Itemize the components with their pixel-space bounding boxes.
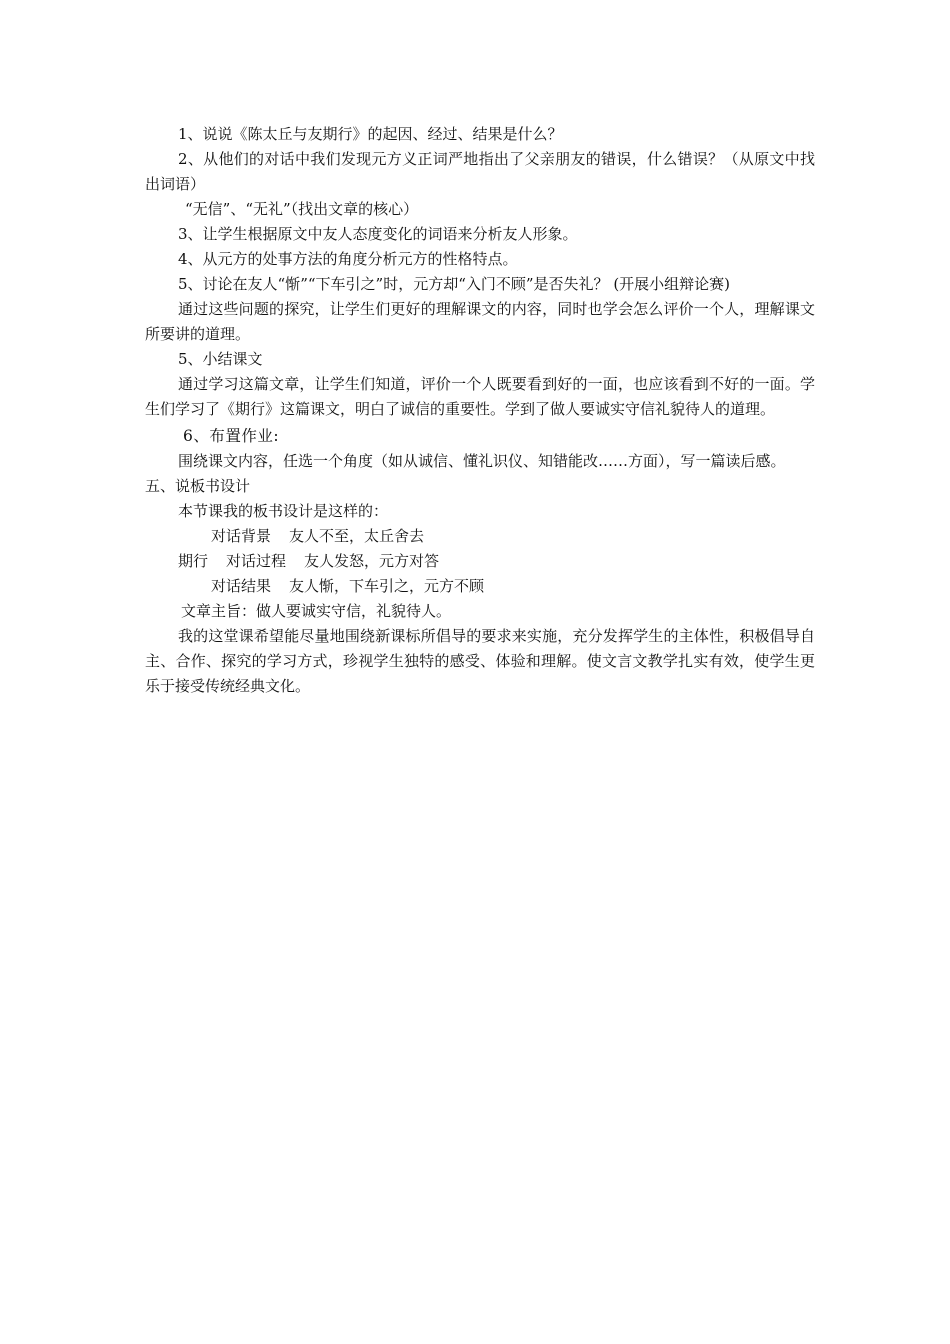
board-row-1 <box>145 524 815 549</box>
section-5-title: 五、说板书设计 <box>145 477 251 495</box>
closing-paragraph: 我的这堂课希望能尽量地围绕新课标所倡导的要求来实施，充分发挥学生的主体性，积极倡导自主、合作、探究的学习方式，珍视学生独特的感受、体验和理解。使文言文教学扎实有效，使学生更乐于接受传统经典文化。 <box>145 627 815 695</box>
board-row-1-stage: 对话背景 <box>211 527 272 545</box>
step-5-title: 5、小结课文 <box>178 350 263 368</box>
board-row-2-content: 友人发怒，元方对答 <box>304 552 440 570</box>
board-row-2-label: 期行 <box>178 552 209 570</box>
question-1: 1、说说《陈太丘与友期行》的起因、经过、结果是什么？ <box>178 125 563 143</box>
question-2-answer: “无信”、“无礼”（找出文章的核心） <box>185 200 419 218</box>
board-row-3-stage: 对话结果 <box>211 577 272 595</box>
board-row-2 <box>145 549 815 574</box>
question-3: 3、让学生根据原文中友人态度变化的词语来分析友人形象。 <box>178 225 578 243</box>
board-row-2-stage: 对话过程 <box>226 552 287 570</box>
board-intro: 本节课我的板书设计是这样的： <box>178 502 389 520</box>
step-5-text: 通过学习这篇文章，让学生们知道，评价一个人既要看到好的一面，也应该看到不好的一面。学生们学习了《期行》这篇课文，明白了诚信的重要性。学到了做人要诚实守信礼貌待人的道理。 <box>145 375 815 418</box>
step-6-text: 围绕课文内容，任选一个角度（如从诚信、懂礼识仪、知错能改……方面），写一篇读后感。 <box>178 452 786 470</box>
question-5: 5、讨论在友人“惭”“下车引之”时，元方却“入门不顾”是否失礼？ (开展小组辩论赛) <box>178 275 731 293</box>
question-2: 2、从他们的对话中我们发现元方义正词严地指出了父亲朋友的错误，什么错误？（从原文中找出词语） <box>145 150 815 193</box>
question-4: 4、从元方的处事方法的角度分析元方的性格特点。 <box>178 250 518 268</box>
board-theme: 文章主旨：做人要诚实守信，礼貌待人。 <box>181 602 452 620</box>
board-row-1-content: 友人不至，太丘舍去 <box>289 527 425 545</box>
document-page <box>145 122 815 699</box>
board-row-3 <box>145 574 815 599</box>
step-6-title: 6、布置作业: <box>183 427 280 445</box>
board-row-3-content: 友人惭，下车引之，元方不顾 <box>289 577 485 595</box>
questions-summary: 通过这些问题的探究，让学生们更好的理解课文的内容，同时也学会怎么评价一个人，理解课文所要讲的道理。 <box>145 300 815 343</box>
